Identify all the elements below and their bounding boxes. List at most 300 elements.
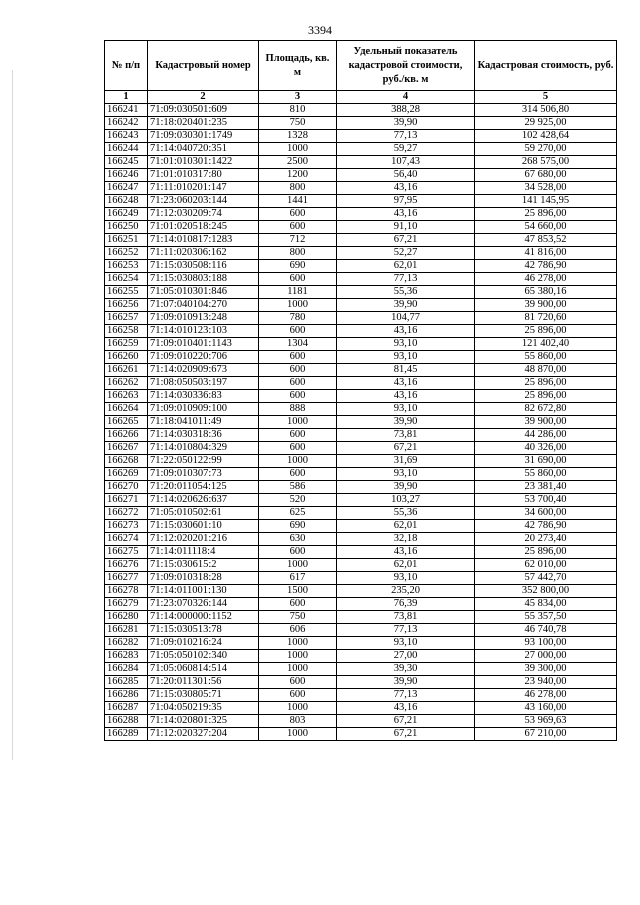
cell-area: 600 xyxy=(259,221,337,234)
cell-unit-value: 93,10 xyxy=(337,351,475,364)
cell-unit-value: 32,18 xyxy=(337,533,475,546)
cell-row-number: 166271 xyxy=(105,494,148,507)
table-row xyxy=(105,169,617,182)
cell-cadastral-value: 39 300,00 xyxy=(475,663,617,676)
cell-cadastral-number: 71:05:010502:61 xyxy=(148,507,259,520)
cell-cadastral-value: 25 896,00 xyxy=(475,377,617,390)
cell-row-number: 166250 xyxy=(105,221,148,234)
cell-cadastral-value: 25 896,00 xyxy=(475,546,617,559)
cadastral-table xyxy=(104,40,617,741)
cell-cadastral-value: 93 100,00 xyxy=(475,637,617,650)
cell-unit-value: 43,16 xyxy=(337,325,475,338)
table-row xyxy=(105,611,617,624)
cell-area: 750 xyxy=(259,611,337,624)
cell-row-number: 166269 xyxy=(105,468,148,481)
table-row xyxy=(105,637,617,650)
cell-cadastral-value: 41 816,00 xyxy=(475,247,617,260)
cell-cadastral-value: 53 969,63 xyxy=(475,715,617,728)
cell-unit-value: 55,36 xyxy=(337,507,475,520)
cell-unit-value: 55,36 xyxy=(337,286,475,299)
cell-unit-value: 93,10 xyxy=(337,637,475,650)
cell-area: 600 xyxy=(259,325,337,338)
cell-row-number: 166276 xyxy=(105,559,148,572)
header-area: Площадь, кв. м xyxy=(259,41,337,91)
cell-cadastral-number: 71:11:020306:162 xyxy=(148,247,259,260)
table-row xyxy=(105,507,617,520)
cell-cadastral-value: 42 786,90 xyxy=(475,520,617,533)
cell-cadastral-number: 71:14:010804:329 xyxy=(148,442,259,455)
column-number: 4 xyxy=(337,91,475,104)
page-number: 3394 xyxy=(308,23,332,37)
cell-cadastral-value: 65 380,16 xyxy=(475,286,617,299)
header-cadastral-number: Кадастровый номер xyxy=(148,41,259,91)
table-row xyxy=(105,494,617,507)
cell-row-number: 166244 xyxy=(105,143,148,156)
cell-cadastral-value: 29 925,00 xyxy=(475,117,617,130)
cell-cadastral-value: 46 278,00 xyxy=(475,273,617,286)
cell-cadastral-number: 71:07:040104:270 xyxy=(148,299,259,312)
cell-unit-value: 93,10 xyxy=(337,468,475,481)
cell-cadastral-value: 46 740,78 xyxy=(475,624,617,637)
table-row xyxy=(105,104,617,117)
cell-cadastral-number: 71:23:060203:144 xyxy=(148,195,259,208)
cell-area: 2500 xyxy=(259,156,337,169)
cell-area: 600 xyxy=(259,689,337,702)
cell-unit-value: 62,01 xyxy=(337,559,475,572)
cell-unit-value: 39,90 xyxy=(337,676,475,689)
cell-cadastral-value: 42 786,90 xyxy=(475,260,617,273)
column-number: 5 xyxy=(475,91,617,104)
cell-row-number: 166282 xyxy=(105,637,148,650)
table-row xyxy=(105,312,617,325)
cell-area: 630 xyxy=(259,533,337,546)
table-row xyxy=(105,273,617,286)
cell-cadastral-number: 71:09:010216:24 xyxy=(148,637,259,650)
table-row xyxy=(105,728,617,741)
cell-unit-value: 73,81 xyxy=(337,611,475,624)
cell-row-number: 166281 xyxy=(105,624,148,637)
cell-cadastral-number: 71:14:020801:325 xyxy=(148,715,259,728)
cell-unit-value: 52,27 xyxy=(337,247,475,260)
cell-cadastral-value: 39 900,00 xyxy=(475,416,617,429)
cell-cadastral-number: 71:09:010909:100 xyxy=(148,403,259,416)
cell-cadastral-value: 55 860,00 xyxy=(475,468,617,481)
cell-cadastral-number: 71:09:030501:609 xyxy=(148,104,259,117)
cell-cadastral-number: 71:15:030601:10 xyxy=(148,520,259,533)
cell-unit-value: 93,10 xyxy=(337,572,475,585)
cell-area: 1304 xyxy=(259,338,337,351)
cell-area: 690 xyxy=(259,260,337,273)
cell-row-number: 166270 xyxy=(105,481,148,494)
table-row xyxy=(105,559,617,572)
cell-cadastral-number: 71:01:010301:1422 xyxy=(148,156,259,169)
cell-cadastral-number: 71:12:020201:216 xyxy=(148,533,259,546)
cell-cadastral-value: 352 800,00 xyxy=(475,585,617,598)
cell-cadastral-value: 67 210,00 xyxy=(475,728,617,741)
cell-area: 520 xyxy=(259,494,337,507)
cell-cadastral-value: 34 528,00 xyxy=(475,182,617,195)
cell-row-number: 166266 xyxy=(105,429,148,442)
cell-row-number: 166261 xyxy=(105,364,148,377)
cell-unit-value: 56,40 xyxy=(337,169,475,182)
cell-unit-value: 39,90 xyxy=(337,299,475,312)
table-row xyxy=(105,546,617,559)
cell-area: 1000 xyxy=(259,650,337,663)
cell-row-number: 166277 xyxy=(105,572,148,585)
cell-area: 586 xyxy=(259,481,337,494)
cell-area: 750 xyxy=(259,117,337,130)
cell-cadastral-value: 55 357,50 xyxy=(475,611,617,624)
cell-cadastral-value: 62 010,00 xyxy=(475,559,617,572)
cell-row-number: 166260 xyxy=(105,351,148,364)
cell-unit-value: 67,21 xyxy=(337,442,475,455)
cell-cadastral-number: 71:09:010913:248 xyxy=(148,312,259,325)
cell-cadastral-number: 71:14:030336:83 xyxy=(148,390,259,403)
cell-unit-value: 107,43 xyxy=(337,156,475,169)
cell-cadastral-value: 54 660,00 xyxy=(475,221,617,234)
cell-area: 1000 xyxy=(259,559,337,572)
cell-cadastral-value: 141 145,95 xyxy=(475,195,617,208)
cell-row-number: 166288 xyxy=(105,715,148,728)
cell-area: 803 xyxy=(259,715,337,728)
table-row xyxy=(105,182,617,195)
cell-area: 1181 xyxy=(259,286,337,299)
cell-row-number: 166289 xyxy=(105,728,148,741)
table-row xyxy=(105,260,617,273)
table-row xyxy=(105,325,617,338)
cell-area: 712 xyxy=(259,234,337,247)
cell-cadastral-number: 71:14:030318:36 xyxy=(148,429,259,442)
cell-row-number: 166254 xyxy=(105,273,148,286)
cell-row-number: 166280 xyxy=(105,611,148,624)
cell-row-number: 166257 xyxy=(105,312,148,325)
cell-cadastral-number: 71:12:030209:74 xyxy=(148,208,259,221)
cell-area: 888 xyxy=(259,403,337,416)
cell-row-number: 166255 xyxy=(105,286,148,299)
cell-unit-value: 43,16 xyxy=(337,702,475,715)
cell-row-number: 166253 xyxy=(105,260,148,273)
header-unit-value: Удельный показатель кадастровой стоимости, руб./кв. м xyxy=(337,41,475,91)
cell-unit-value: 43,16 xyxy=(337,390,475,403)
cell-row-number: 166262 xyxy=(105,377,148,390)
cell-unit-value: 97,95 xyxy=(337,195,475,208)
cell-cadastral-number: 71:09:030301:1749 xyxy=(148,130,259,143)
cell-area: 600 xyxy=(259,676,337,689)
cell-cadastral-number: 71:14:010123:103 xyxy=(148,325,259,338)
cell-cadastral-value: 40 326,00 xyxy=(475,442,617,455)
cell-cadastral-number: 71:14:000000:1152 xyxy=(148,611,259,624)
cell-row-number: 166246 xyxy=(105,169,148,182)
cell-unit-value: 59,27 xyxy=(337,143,475,156)
cell-row-number: 166249 xyxy=(105,208,148,221)
cell-area: 600 xyxy=(259,429,337,442)
cell-cadastral-value: 59 270,00 xyxy=(475,143,617,156)
cell-cadastral-number: 71:08:050503:197 xyxy=(148,377,259,390)
cell-area: 617 xyxy=(259,572,337,585)
table-row xyxy=(105,208,617,221)
header-row xyxy=(105,41,617,91)
cell-row-number: 166267 xyxy=(105,442,148,455)
cell-cadastral-value: 44 286,00 xyxy=(475,429,617,442)
table-row xyxy=(105,130,617,143)
cell-cadastral-number: 71:14:011118:4 xyxy=(148,546,259,559)
cell-area: 600 xyxy=(259,598,337,611)
cell-cadastral-number: 71:15:030615:2 xyxy=(148,559,259,572)
cell-cadastral-number: 71:04:050219:35 xyxy=(148,702,259,715)
cell-unit-value: 77,13 xyxy=(337,273,475,286)
table-row xyxy=(105,624,617,637)
cell-unit-value: 103,27 xyxy=(337,494,475,507)
table-row xyxy=(105,234,617,247)
table-row xyxy=(105,117,617,130)
cell-unit-value: 81,45 xyxy=(337,364,475,377)
table-row xyxy=(105,143,617,156)
cell-row-number: 166242 xyxy=(105,117,148,130)
header-cadastral-value: Кадастровая стоимость, руб. xyxy=(475,41,617,91)
column-number: 1 xyxy=(105,91,148,104)
cell-row-number: 166243 xyxy=(105,130,148,143)
cell-unit-value: 73,81 xyxy=(337,429,475,442)
cell-cadastral-value: 121 402,40 xyxy=(475,338,617,351)
table-row xyxy=(105,195,617,208)
table-row xyxy=(105,364,617,377)
cell-cadastral-number: 71:09:010307:73 xyxy=(148,468,259,481)
cell-unit-value: 39,90 xyxy=(337,117,475,130)
cell-cadastral-number: 71:14:040720:351 xyxy=(148,143,259,156)
cell-unit-value: 39,90 xyxy=(337,481,475,494)
cell-cadastral-value: 39 900,00 xyxy=(475,299,617,312)
table-row xyxy=(105,715,617,728)
table-row xyxy=(105,468,617,481)
cell-area: 600 xyxy=(259,390,337,403)
cell-cadastral-value: 102 428,64 xyxy=(475,130,617,143)
cell-unit-value: 39,30 xyxy=(337,663,475,676)
cell-row-number: 166285 xyxy=(105,676,148,689)
cell-row-number: 166259 xyxy=(105,338,148,351)
cell-unit-value: 76,39 xyxy=(337,598,475,611)
cell-row-number: 166252 xyxy=(105,247,148,260)
cell-unit-value: 77,13 xyxy=(337,624,475,637)
cell-row-number: 166272 xyxy=(105,507,148,520)
cell-row-number: 166258 xyxy=(105,325,148,338)
table-row xyxy=(105,702,617,715)
cell-unit-value: 67,21 xyxy=(337,234,475,247)
cell-area: 600 xyxy=(259,351,337,364)
table-row xyxy=(105,221,617,234)
table-body xyxy=(105,104,617,741)
table-row xyxy=(105,247,617,260)
cell-cadastral-value: 46 278,00 xyxy=(475,689,617,702)
cell-area: 600 xyxy=(259,273,337,286)
cell-unit-value: 43,16 xyxy=(337,208,475,221)
cell-area: 1000 xyxy=(259,299,337,312)
cell-row-number: 166283 xyxy=(105,650,148,663)
cell-cadastral-value: 45 834,00 xyxy=(475,598,617,611)
cell-area: 800 xyxy=(259,247,337,260)
cell-cadastral-value: 81 720,60 xyxy=(475,312,617,325)
cell-area: 1441 xyxy=(259,195,337,208)
table-row xyxy=(105,676,617,689)
cell-unit-value: 235,20 xyxy=(337,585,475,598)
cell-cadastral-number: 71:09:010401:1143 xyxy=(148,338,259,351)
cell-cadastral-value: 67 680,00 xyxy=(475,169,617,182)
cell-unit-value: 67,21 xyxy=(337,715,475,728)
cell-row-number: 166268 xyxy=(105,455,148,468)
header-row-number: № п/п xyxy=(105,41,148,91)
cell-row-number: 166287 xyxy=(105,702,148,715)
cell-area: 780 xyxy=(259,312,337,325)
cell-unit-value: 43,16 xyxy=(337,182,475,195)
cell-row-number: 166278 xyxy=(105,585,148,598)
cell-row-number: 166248 xyxy=(105,195,148,208)
table-row xyxy=(105,351,617,364)
cell-area: 1000 xyxy=(259,416,337,429)
cell-cadastral-number: 71:14:011001:130 xyxy=(148,585,259,598)
cell-unit-value: 27,00 xyxy=(337,650,475,663)
cell-cadastral-value: 25 896,00 xyxy=(475,390,617,403)
table-row xyxy=(105,455,617,468)
cell-cadastral-value: 23 940,00 xyxy=(475,676,617,689)
table-row xyxy=(105,572,617,585)
cell-area: 600 xyxy=(259,546,337,559)
column-number: 2 xyxy=(148,91,259,104)
cell-cadastral-number: 71:14:020626:637 xyxy=(148,494,259,507)
cell-cadastral-number: 71:12:020327:204 xyxy=(148,728,259,741)
cell-cadastral-number: 71:18:041011:49 xyxy=(148,416,259,429)
table-row xyxy=(105,481,617,494)
cell-area: 600 xyxy=(259,364,337,377)
table-row xyxy=(105,403,617,416)
cell-area: 1000 xyxy=(259,728,337,741)
table-row xyxy=(105,156,617,169)
cell-area: 1500 xyxy=(259,585,337,598)
cell-cadastral-number: 71:05:050102:340 xyxy=(148,650,259,663)
table-row xyxy=(105,650,617,663)
cell-cadastral-number: 71:15:030513:78 xyxy=(148,624,259,637)
cell-cadastral-number: 71:01:020518:245 xyxy=(148,221,259,234)
cell-cadastral-number: 71:14:020909:673 xyxy=(148,364,259,377)
table-row xyxy=(105,416,617,429)
cell-area: 810 xyxy=(259,104,337,117)
cell-row-number: 166264 xyxy=(105,403,148,416)
table-row xyxy=(105,390,617,403)
cell-row-number: 166247 xyxy=(105,182,148,195)
cell-cadastral-number: 71:20:011054:125 xyxy=(148,481,259,494)
table-row xyxy=(105,286,617,299)
cell-unit-value: 43,16 xyxy=(337,546,475,559)
cell-cadastral-number: 71:22:050122:99 xyxy=(148,455,259,468)
cell-cadastral-number: 71:09:010220:706 xyxy=(148,351,259,364)
cell-area: 600 xyxy=(259,377,337,390)
cell-cadastral-value: 53 700,40 xyxy=(475,494,617,507)
cell-row-number: 166284 xyxy=(105,663,148,676)
cell-area: 1000 xyxy=(259,637,337,650)
table-row xyxy=(105,429,617,442)
cell-unit-value: 62,01 xyxy=(337,520,475,533)
cell-cadastral-value: 27 000,00 xyxy=(475,650,617,663)
table-row xyxy=(105,338,617,351)
cell-area: 800 xyxy=(259,182,337,195)
cell-cadastral-value: 57 442,70 xyxy=(475,572,617,585)
table-row xyxy=(105,585,617,598)
cell-unit-value: 93,10 xyxy=(337,338,475,351)
cell-row-number: 166251 xyxy=(105,234,148,247)
cell-row-number: 166275 xyxy=(105,546,148,559)
cell-cadastral-number: 71:01:010317:80 xyxy=(148,169,259,182)
cell-area: 1328 xyxy=(259,130,337,143)
table-row xyxy=(105,442,617,455)
cell-area: 1200 xyxy=(259,169,337,182)
cell-area: 1000 xyxy=(259,143,337,156)
cell-cadastral-value: 48 870,00 xyxy=(475,364,617,377)
cell-cadastral-number: 71:18:020401:235 xyxy=(148,117,259,130)
cell-cadastral-value: 25 896,00 xyxy=(475,325,617,338)
table-row xyxy=(105,689,617,702)
cell-area: 625 xyxy=(259,507,337,520)
cell-cadastral-value: 23 381,40 xyxy=(475,481,617,494)
cell-unit-value: 93,10 xyxy=(337,403,475,416)
cell-unit-value: 104,77 xyxy=(337,312,475,325)
cell-cadastral-number: 71:23:070326:144 xyxy=(148,598,259,611)
cell-cadastral-number: 71:15:030803:188 xyxy=(148,273,259,286)
column-number: 3 xyxy=(259,91,337,104)
cell-cadastral-number: 71:05:010301:846 xyxy=(148,286,259,299)
cell-row-number: 166263 xyxy=(105,390,148,403)
cell-row-number: 166245 xyxy=(105,156,148,169)
cell-cadastral-value: 20 273,40 xyxy=(475,533,617,546)
cell-cadastral-value: 55 860,00 xyxy=(475,351,617,364)
table-row xyxy=(105,299,617,312)
cell-unit-value: 67,21 xyxy=(337,728,475,741)
cell-unit-value: 77,13 xyxy=(337,130,475,143)
cell-row-number: 166241 xyxy=(105,104,148,117)
scan-edge-line xyxy=(12,70,13,760)
cell-cadastral-number: 71:11:010201:147 xyxy=(148,182,259,195)
cell-row-number: 166256 xyxy=(105,299,148,312)
cell-unit-value: 62,01 xyxy=(337,260,475,273)
cell-area: 1000 xyxy=(259,702,337,715)
cell-cadastral-value: 34 600,00 xyxy=(475,507,617,520)
cell-unit-value: 39,90 xyxy=(337,416,475,429)
cell-cadastral-number: 71:14:010817:1283 xyxy=(148,234,259,247)
cell-cadastral-value: 314 506,80 xyxy=(475,104,617,117)
cell-cadastral-value: 47 853,52 xyxy=(475,234,617,247)
cell-cadastral-number: 71:05:060814:514 xyxy=(148,663,259,676)
table-row xyxy=(105,377,617,390)
cell-row-number: 166273 xyxy=(105,520,148,533)
cell-area: 600 xyxy=(259,442,337,455)
cell-area: 600 xyxy=(259,208,337,221)
cell-unit-value: 388,28 xyxy=(337,104,475,117)
cell-cadastral-number: 71:09:010318:28 xyxy=(148,572,259,585)
cell-row-number: 166265 xyxy=(105,416,148,429)
cell-area: 1000 xyxy=(259,455,337,468)
cell-row-number: 166286 xyxy=(105,689,148,702)
table-row xyxy=(105,520,617,533)
cell-area: 1000 xyxy=(259,663,337,676)
cell-area: 690 xyxy=(259,520,337,533)
cell-cadastral-number: 71:15:030805:71 xyxy=(148,689,259,702)
table-row xyxy=(105,533,617,546)
cell-area: 606 xyxy=(259,624,337,637)
table-row xyxy=(105,598,617,611)
cell-unit-value: 43,16 xyxy=(337,377,475,390)
cell-cadastral-value: 43 160,00 xyxy=(475,702,617,715)
cell-cadastral-value: 25 896,00 xyxy=(475,208,617,221)
cell-unit-value: 77,13 xyxy=(337,689,475,702)
cell-cadastral-number: 71:20:011301:56 xyxy=(148,676,259,689)
cell-cadastral-number: 71:15:030508:116 xyxy=(148,260,259,273)
